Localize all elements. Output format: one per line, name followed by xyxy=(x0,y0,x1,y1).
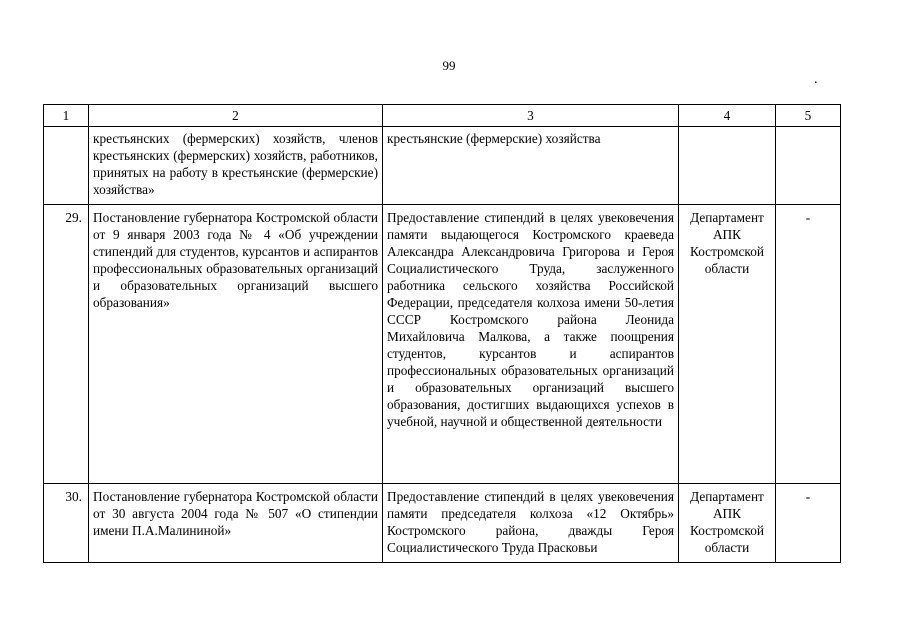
document-name-cell: Постановление губернатора Костромской области от 9 января 2003 года № 4 «Об учреждении стипендий для студентов, курсантов и аспирантов профессиональных образовательных организаций и образовательных организаций высшего образования» xyxy=(89,205,383,484)
column-5-cell: - xyxy=(776,484,841,563)
document-table xyxy=(43,104,841,563)
header-cell-3: 3 xyxy=(383,105,679,127)
purpose-cell: крестьянские (фермерские) хозяйства xyxy=(383,127,679,205)
header-cell-2: 2 xyxy=(89,105,383,127)
organization-cell: Департамент АПК Костромской области xyxy=(679,205,776,484)
header-cell-5: 5 xyxy=(776,105,841,127)
row-number-cell: 30. xyxy=(44,484,89,563)
document-name-cell: крестьянских (фермерских) хозяйств, членов крестьянских (фермерских) хозяйств, работников, принятых на работу в крестьянские (фермерские) хозяйства» xyxy=(89,127,383,205)
document-name-cell: Постановление губернатора Костромской области от 30 августа 2004 года № 507 «О стипендии имени П.А.Малининой» xyxy=(89,484,383,563)
purpose-cell: Предоставление стипендий в целях увековечения памяти председателя колхоза «12 Октябрь» Костромского района, дважды Героя Социалистического Труда Прасковьи xyxy=(383,484,679,563)
row-number-cell: 29. xyxy=(44,205,89,484)
page-number: 99 xyxy=(442,58,456,73)
stray-mark: . xyxy=(814,72,818,87)
table-row xyxy=(44,127,841,205)
header-cell-1: 1 xyxy=(44,105,89,127)
table-row xyxy=(44,484,841,563)
column-5-cell: - xyxy=(776,205,841,484)
header-cell-4: 4 xyxy=(679,105,776,127)
table-row xyxy=(44,205,841,484)
organization-cell xyxy=(679,127,776,205)
row-number-cell xyxy=(44,127,89,205)
column-5-cell xyxy=(776,127,841,205)
organization-cell: Департамент АПК Костромской области xyxy=(679,484,776,563)
table-header-row xyxy=(44,105,841,127)
purpose-cell: Предоставление стипендий в целях увековечения памяти выдающегося Костромского краеведа Александра Александровича Григорова и Героя Социалистического Труда, заслуженного работника сельского хозяйства Российской Федерации, председателя колхоза имени 50-летия СССР Костромского района Леонида Михайловича Малкова, а также поощрения студентов, курсантов и аспирантов профессиональных образовательных организаций и образовательных организаций высшего образования, достигших выдающихся успехов в учебной, научной и общественной деятельности xyxy=(383,205,679,484)
